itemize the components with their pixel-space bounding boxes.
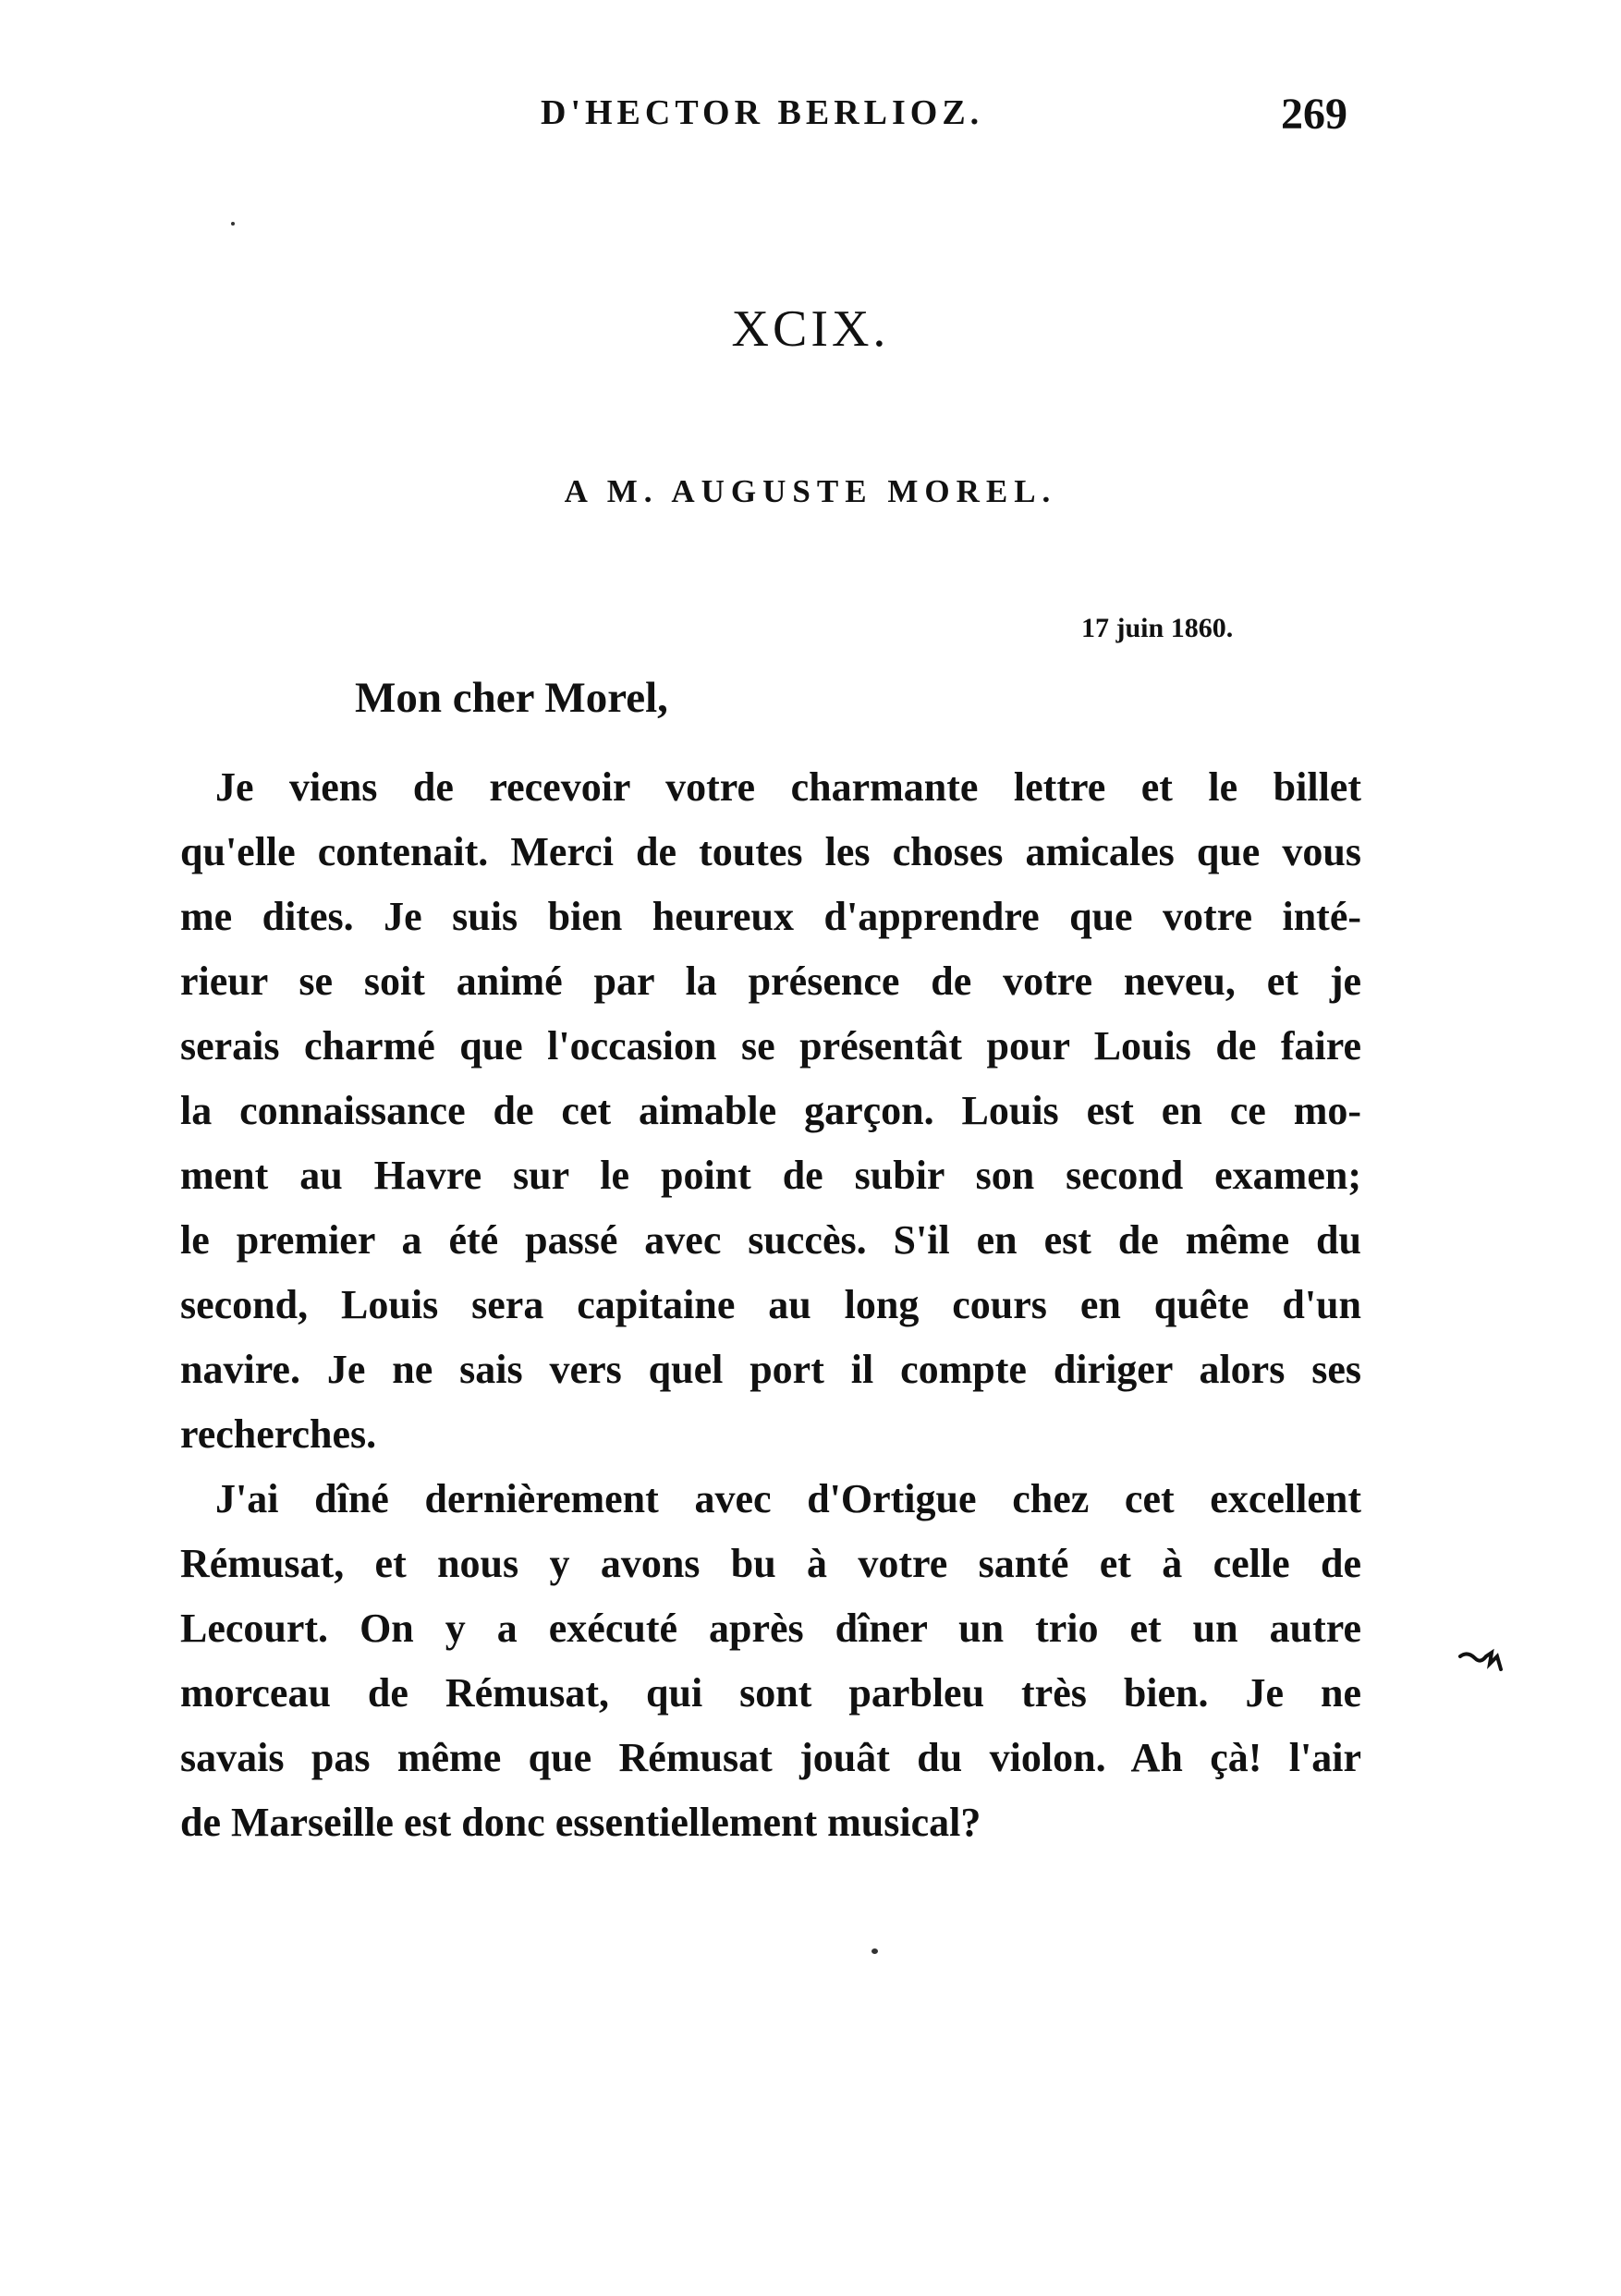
text-line: Lecourt. On y a exécuté après dîner un trio et un autre [180,1606,1361,1651]
text-line: serais charmé que l'occasion se présentât pour Louis de faire [180,1023,1361,1069]
text-line: le premier a été passé avec succès. S'il en est de même du [180,1217,1361,1263]
paragraph-2 [180,1467,1361,1855]
print-speck [871,1948,878,1954]
text-line: de Marseille est donc essentiellement musical? [180,1800,981,1845]
margin-mark-icon-svg [1458,1647,1505,1675]
salutation: Mon cher Morel, [355,674,668,722]
text-line: J'ai dîné dernièrement avec d'Ortigue chez cet excellent [215,1476,1361,1521]
letter-date: 17 juin 1860. [1081,613,1234,643]
text-line: la connaissance de cet aimable garçon. Louis est en ce mo- [180,1088,1361,1133]
text-line: navire. Je ne sais vers quel port il compte diriger alors ses [180,1347,1361,1392]
text-line: second, Louis sera capitaine au long cours en quête d'un [180,1282,1361,1327]
print-speck [231,222,235,226]
text-line: savais pas même que Rémusat jouât du violon. Ah çà! l'air [180,1735,1361,1780]
text-line: Je viens de recevoir votre charmante lettre et le billet [215,764,1361,810]
text-line: qu'elle contenait. Merci de toutes les choses amicales que vous [180,829,1361,874]
margin-mark-icon [1458,1641,1505,1684]
text-line: rieur se soit animé par la présence de votre neveu, et je [180,959,1361,1004]
running-head: D'HECTOR BERLIOZ. [541,93,984,132]
text-line: morceau de Rémusat, qui sont parbleu très bien. Je ne [180,1670,1361,1716]
page-number: 269 [1281,90,1347,139]
text-line: recherches. [180,1411,377,1457]
letter-addressee: A M. AUGUSTE MOREL. [564,473,1057,509]
letter-number: XCIX. [731,300,890,358]
text-line: me dites. Je suis bien heureux d'apprendre que votre inté- [180,894,1361,939]
paragraph-1 [180,755,1361,1467]
text-line: ment au Havre sur le point de subir son second examen; [180,1153,1361,1198]
text-line: Rémusat, et nous y avons bu à votre santé et à celle de [180,1541,1361,1586]
